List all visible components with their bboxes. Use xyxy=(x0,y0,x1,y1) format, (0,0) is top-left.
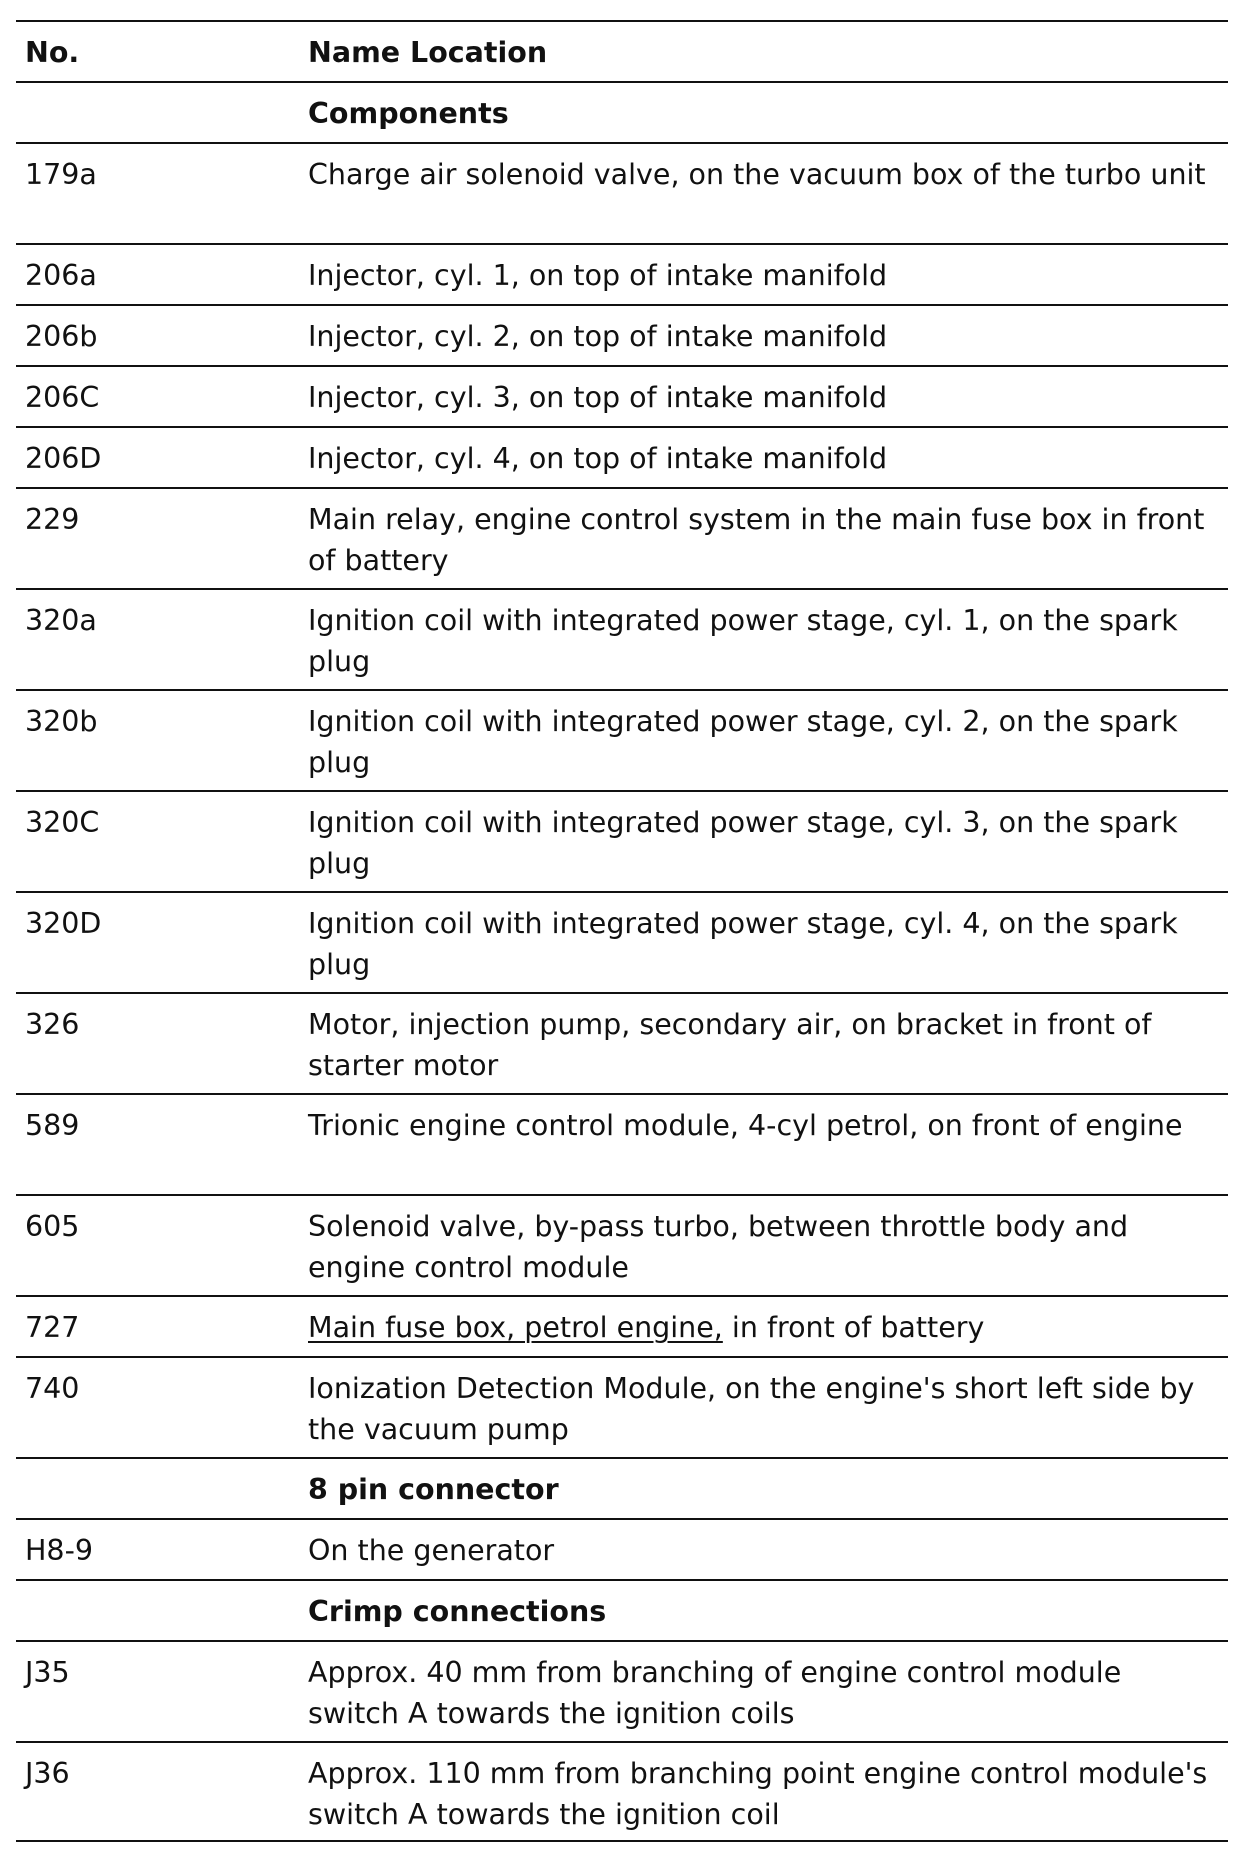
section-heading xyxy=(16,81,1228,142)
table-row xyxy=(16,243,1228,304)
component-number: 589 xyxy=(25,1109,80,1142)
table-row xyxy=(16,487,1228,588)
connector-location: On the generator xyxy=(308,1534,555,1567)
component-number: 605 xyxy=(25,1210,80,1243)
component-number: 206D xyxy=(25,442,102,475)
component-location: Injector, cyl. 3, on top of intake manifold xyxy=(308,381,888,414)
component-location: Motor, injection pump, secondary air, on bracket in front of starter motor xyxy=(308,1008,1152,1082)
section-heading xyxy=(16,1579,1228,1640)
connector-number: H8-9 xyxy=(25,1534,93,1567)
table-row xyxy=(16,1640,1228,1741)
component-location: Injector, cyl. 2, on top of intake manifold xyxy=(308,320,888,353)
column-header-no: No. xyxy=(25,36,80,69)
component-number: 320b xyxy=(25,705,98,738)
table-row xyxy=(16,1356,1228,1457)
component-location: Solenoid valve, by-pass turbo, between throttle body and engine control module xyxy=(308,1210,1129,1284)
table-row xyxy=(16,365,1228,426)
component-location: Ignition coil with integrated power stage, cyl. 4, on the spark plug xyxy=(308,907,1178,981)
component-number: 206C xyxy=(25,381,100,414)
table-row xyxy=(16,790,1228,891)
component-location: Ignition coil with integrated power stage, cyl. 2, on the spark plug xyxy=(308,705,1178,779)
component-location: Main relay, engine control system in the main fuse box in front of battery xyxy=(308,503,1205,577)
crimp-location: Approx. 40 mm from branching of engine control module switch A towards the ignition coils xyxy=(308,1656,1122,1730)
section-title: 8 pin connector xyxy=(308,1473,559,1506)
component-location-table xyxy=(16,20,1228,1842)
component-number: 320D xyxy=(25,907,102,940)
table-row xyxy=(16,1518,1228,1579)
crimp-number: J36 xyxy=(25,1757,70,1790)
table-row xyxy=(16,426,1228,487)
component-number: 206b xyxy=(25,320,98,353)
component-number: 727 xyxy=(25,1311,80,1344)
table-row xyxy=(16,1093,1228,1194)
table-row xyxy=(16,588,1228,689)
component-number: 326 xyxy=(25,1008,80,1041)
component-location: Injector, cyl. 4, on top of intake manifold xyxy=(308,442,888,475)
section-title: Crimp connections xyxy=(308,1595,607,1628)
section-title: Components xyxy=(308,97,509,130)
component-number: 206a xyxy=(25,259,97,292)
table-header xyxy=(16,20,1228,81)
section-heading xyxy=(16,1457,1228,1518)
location-text: in front of battery xyxy=(722,1311,985,1344)
table-row xyxy=(16,304,1228,365)
crimp-location: Approx. 110 mm from branching point engine control module's switch A towards the ignition coil xyxy=(308,1757,1208,1831)
component-location xyxy=(308,1307,1228,1348)
crimp-number: J35 xyxy=(25,1656,70,1689)
component-number: 229 xyxy=(25,503,80,536)
component-number: 740 xyxy=(25,1372,80,1405)
table-row xyxy=(16,142,1228,243)
table-row xyxy=(16,1194,1228,1295)
table-row xyxy=(16,689,1228,790)
component-location: Trionic engine control module, 4-cyl petrol, on front of engine xyxy=(308,1109,1183,1142)
component-location: Ionization Detection Module, on the engine's short left side by the vacuum pump xyxy=(308,1372,1195,1446)
component-location: Ignition coil with integrated power stage, cyl. 3, on the spark plug xyxy=(308,806,1178,880)
component-number: 320a xyxy=(25,604,97,637)
component-location: Ignition coil with integrated power stage, cyl. 1, on the spark plug xyxy=(308,604,1178,678)
component-number: 179a xyxy=(25,158,97,191)
table-row xyxy=(16,1741,1228,1842)
component-location: Injector, cyl. 1, on top of intake manifold xyxy=(308,259,888,292)
component-number: 320C xyxy=(25,806,100,839)
table-row xyxy=(16,891,1228,992)
table-row xyxy=(16,1295,1228,1356)
column-header-name-location: Name Location xyxy=(308,36,548,69)
component-location: Charge air solenoid valve, on the vacuum box of the turbo unit xyxy=(308,158,1206,191)
main-fuse-box-link[interactable]: Main fuse box, petrol engine, xyxy=(308,1311,723,1344)
table-row xyxy=(16,992,1228,1093)
